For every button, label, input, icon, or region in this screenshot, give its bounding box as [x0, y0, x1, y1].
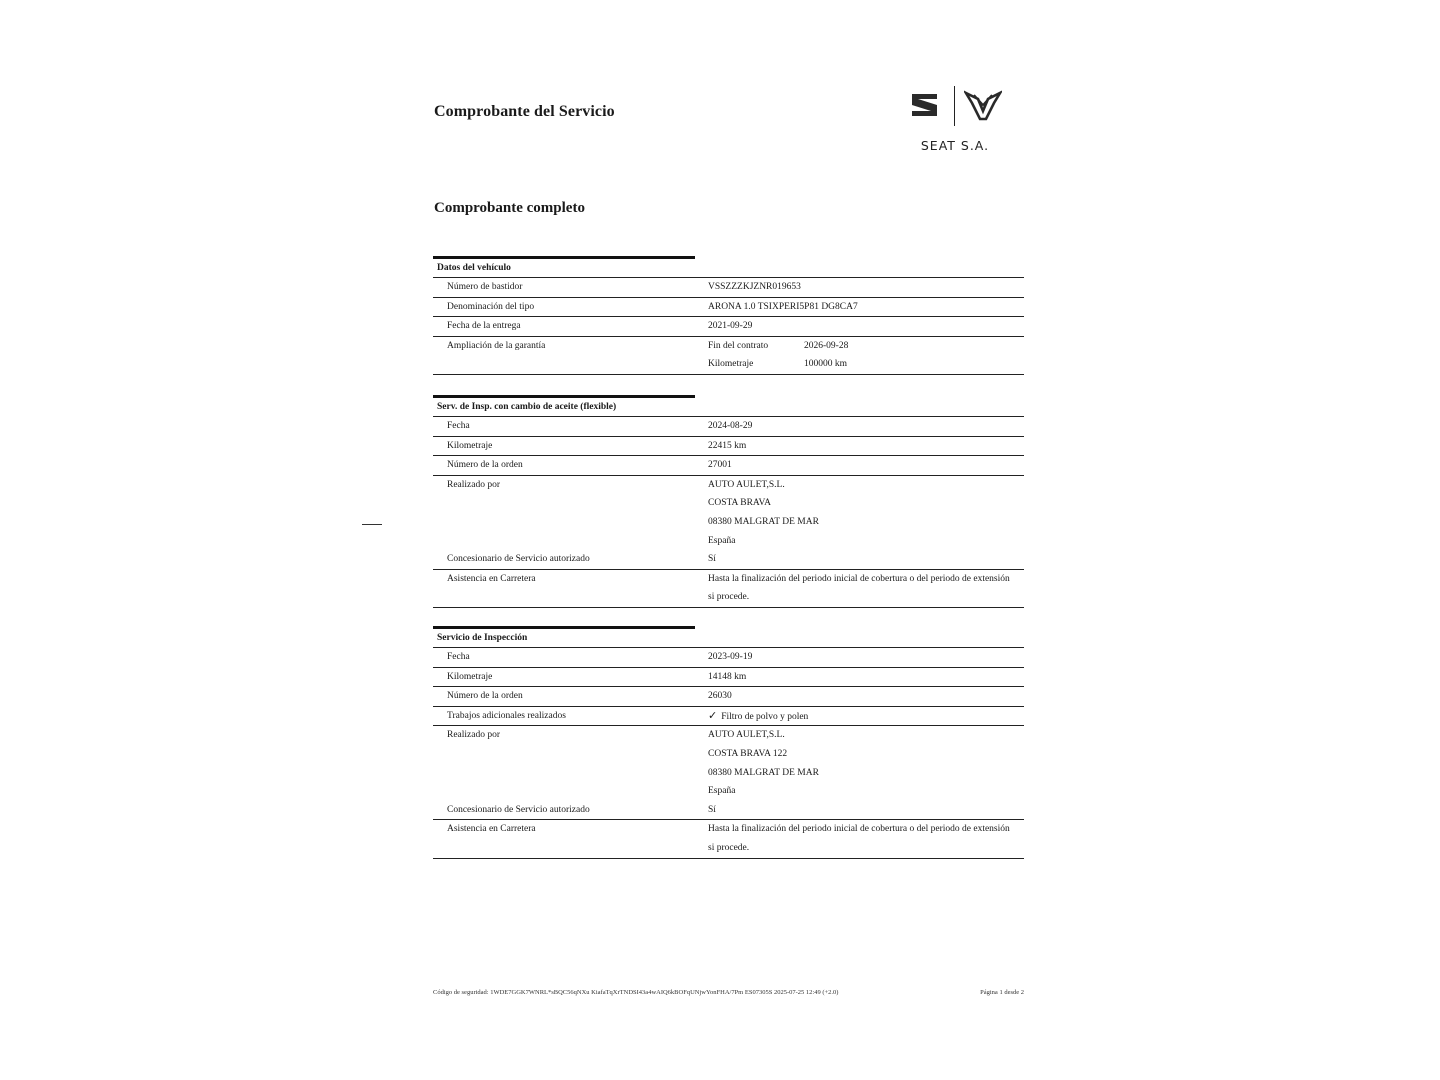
assistance-value: Hasta la finalización del periodo inicial de cobertura o del periodo de extensión [708, 824, 1010, 835]
type-value: ARONA 1.0 TSIXPERI5P81 DG8CA7 [708, 301, 858, 312]
km-value: 14148 km [708, 671, 747, 682]
table-row [433, 298, 1024, 318]
order-value: 26030 [708, 691, 732, 702]
service-1-section [433, 395, 1024, 608]
warranty-end-label: Fin del contrato [708, 340, 769, 351]
table-row [433, 648, 1024, 668]
cupra-logo-icon [964, 89, 1002, 121]
checkmark-icon: ✓ [708, 708, 718, 722]
table-row [433, 437, 1024, 457]
table-row [433, 476, 1024, 569]
dealer-country: España [708, 786, 736, 797]
km-value: 22415 km [708, 440, 747, 451]
table-row [433, 337, 1024, 375]
row-label: Fecha [447, 421, 470, 431]
row-label: Fecha [447, 652, 470, 662]
row-label: Trabajos adicionales realizados [447, 710, 566, 721]
warranty-end-value: 2026-09-28 [804, 340, 849, 351]
order-value: 27001 [708, 460, 732, 471]
row-label: Ampliación de la garantía [447, 340, 546, 351]
table-row [433, 707, 1024, 727]
dealer-street: COSTA BRAVA [708, 498, 772, 509]
vin-value: VSSZZZKJZNR019653 [708, 282, 801, 292]
service-1-title: Serv. de Insp. con cambio de aceite (flexible) [433, 398, 1024, 417]
delivery-value: 2021-09-29 [708, 321, 753, 332]
row-label: Asistencia en Carretera [447, 573, 536, 584]
subtitle: Comprobante completo [434, 200, 585, 216]
warranty-km-value: 100000 km [804, 359, 848, 370]
table-row [433, 317, 1024, 337]
table-row [433, 417, 1024, 437]
assistance-value: Hasta la finalización del periodo inicial de cobertura o del periodo de extensión [708, 573, 1010, 584]
warranty-km-label: Kilometraje [708, 359, 754, 370]
extra-work-value: Filtro de polvo y polen [721, 711, 809, 722]
security-code: Código de seguridad: 1WDE7GGK7WNRL*sBQC56qNXu KiafaTqXrTNDSI43a4wAIQ6kBOFqUNjwYonFHA/7Pm ES07305S 2025-07-25 12:49 (+2.0) [433, 989, 839, 996]
row-label: Realizado por [447, 730, 501, 741]
company-name: SEAT S.A. [920, 138, 990, 153]
service-2-section [433, 626, 1024, 859]
row-label: Kilometraje [447, 671, 493, 682]
page-number: Página 1 desde 2 [980, 989, 1024, 996]
table-row [433, 569, 1024, 608]
dealer-street: COSTA BRAVA 122 [708, 748, 788, 759]
table-row [433, 726, 1024, 819]
table-row [433, 687, 1024, 707]
assistance-value-cont: si procede. [708, 842, 750, 853]
row-label: Número de bastidor [447, 282, 523, 292]
vehicle-section [433, 256, 1024, 375]
row-label: Concesionario de Servicio autorizado [447, 554, 590, 565]
row-label: Asistencia en Carretera [447, 824, 536, 835]
dealer-name: AUTO AULET,S.L. [708, 730, 785, 741]
row-label: Número de la orden [447, 691, 523, 702]
row-label: Fecha de la entrega [447, 321, 521, 332]
date-value: 2023-09-19 [708, 652, 753, 662]
table-row [433, 668, 1024, 688]
dealer-country: España [708, 535, 736, 546]
row-label: Kilometraje [447, 440, 493, 451]
date-value: 2024-08-29 [708, 421, 753, 431]
dealer-city: 08380 MALGRAT DE MAR [708, 767, 819, 778]
row-label: Concesionario de Servicio autorizado [447, 804, 590, 815]
vehicle-section-title: Datos del vehículo [433, 259, 1024, 278]
logo-divider [954, 86, 955, 126]
margin-mark [362, 524, 382, 525]
row-label: Denominación del tipo [447, 301, 535, 312]
row-label: Realizado por [447, 479, 501, 490]
authorized-value: Sí [708, 804, 716, 815]
row-label: Número de la orden [447, 460, 523, 471]
dealer-city: 08380 MALGRAT DE MAR [708, 516, 819, 527]
seat-logo-icon [909, 92, 939, 118]
dealer-name: AUTO AULET,S.L. [708, 479, 785, 490]
assistance-value-cont: si procede. [708, 592, 750, 603]
authorized-value: Sí [708, 554, 716, 565]
table-row [433, 278, 1024, 298]
brand-logos [905, 84, 1005, 159]
document-title: Comprobante del Servicio [434, 103, 615, 120]
service-2-title: Servicio de Inspección [433, 629, 1024, 648]
table-row [433, 819, 1024, 858]
page-footer [433, 989, 1024, 996]
table-row [433, 456, 1024, 476]
